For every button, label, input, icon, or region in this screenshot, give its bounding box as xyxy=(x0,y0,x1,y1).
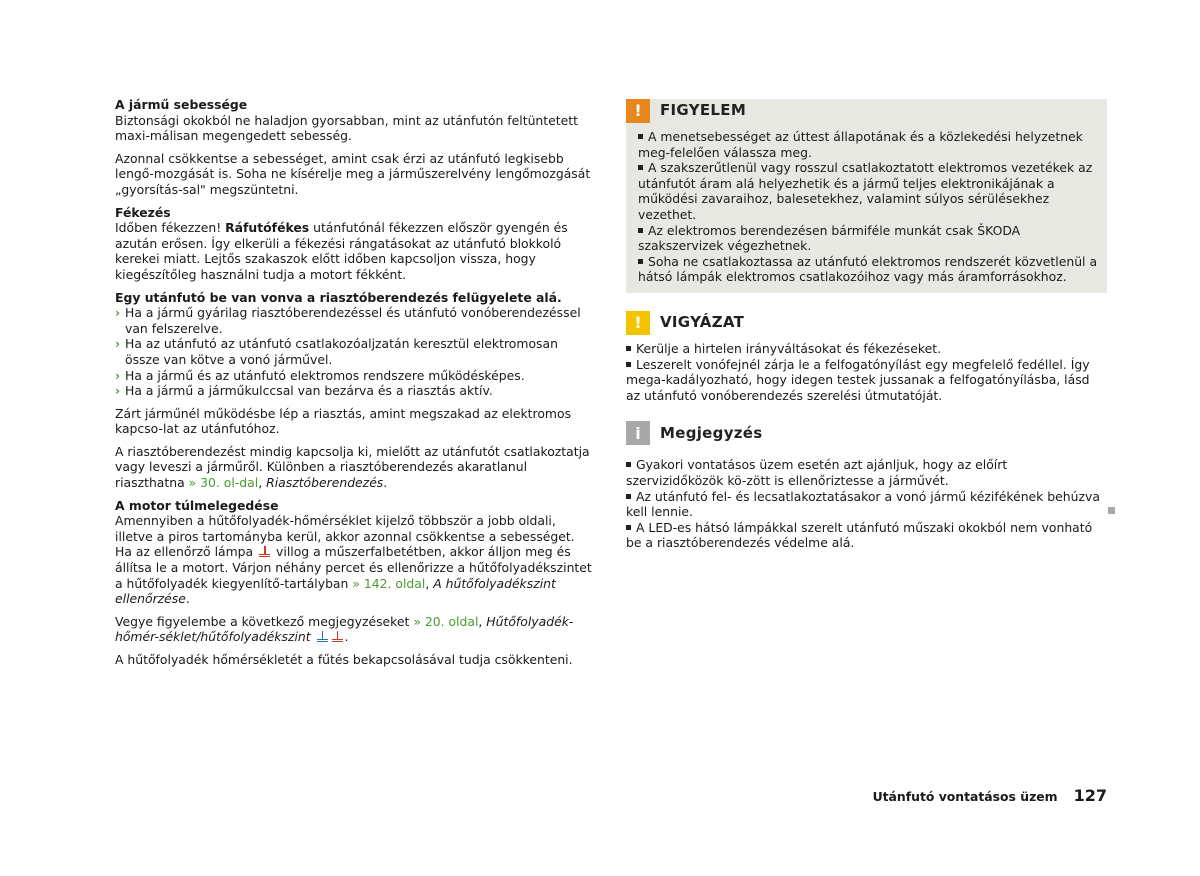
warning-header xyxy=(626,99,1099,123)
engine-p2-text: Vegye figyelembe a következő megjegyzéseket xyxy=(115,613,414,629)
warning-list xyxy=(638,129,1099,285)
period: . xyxy=(383,475,388,491)
engine-paragraph-3: A hűtőfolyadék hőmérsékletét a fűtés bekapcsolásával tudja csökkenteni. xyxy=(115,652,573,667)
note-box xyxy=(626,421,1107,551)
separator: , xyxy=(258,475,267,491)
alarm-paragraph-2 xyxy=(115,444,593,491)
list-item xyxy=(638,254,1099,285)
caution-list xyxy=(626,341,1107,403)
arrow-bullet-icon: › xyxy=(115,336,121,352)
engine-heading: A motor túlmelegedése xyxy=(115,497,279,513)
coolant-temperature-warning-icon xyxy=(259,546,270,557)
coolant-link-title: A hűtőfolyadékszint ellenőrzése xyxy=(115,575,556,607)
list-item xyxy=(115,383,593,399)
list-item-text: Gyakori vontatásos üzem esetén azt ajánljuk, hogy az előírt szervizidőközök kö-zött is ellenőriztesse a járművét. xyxy=(626,457,1008,488)
list-item-text: Ha a jármű és az utánfutó elektromos rendszere működésképes. xyxy=(125,367,525,383)
exclamation-icon: ! xyxy=(626,311,650,335)
brake-section xyxy=(115,205,593,283)
warning-title: FIGYELEM xyxy=(660,101,747,120)
square-bullet-icon xyxy=(638,165,643,170)
square-bullet-icon xyxy=(626,346,631,351)
alarm-link-title: Riasztóberendezés xyxy=(266,475,384,491)
square-bullet-icon xyxy=(626,494,631,499)
list-item-text: Az utánfutó fel- és lecsatlakoztatásakor a vonó jármű kézifékének behúzva kell lennie. xyxy=(626,488,1100,520)
list-item xyxy=(115,368,593,384)
arrow-bullet-icon: › xyxy=(115,305,121,321)
square-bullet-icon xyxy=(626,462,631,467)
period: . xyxy=(344,629,349,645)
list-item xyxy=(638,160,1099,222)
note-list xyxy=(626,457,1107,551)
caution-title: VIGYÁZAT xyxy=(660,313,745,332)
brake-text-bold: Ráfutófékes xyxy=(225,220,310,236)
arrow-bullet-icon: › xyxy=(115,383,121,399)
list-item-text: Ha a jármű gyárilag riasztóberendezéssel és utánfutó vonóberendezéssel van felszerelve. xyxy=(125,305,581,336)
coolant-temperature-warning-icon xyxy=(332,631,343,642)
list-item xyxy=(638,223,1099,254)
speed-paragraph-1: Biztonsági okokból ne haladjon gyorsabban, mint az utánfutón feltüntetett maxi-málisan megengedett sebesség. xyxy=(115,112,578,144)
square-bullet-icon xyxy=(626,525,631,530)
list-item-text: Az elektromos berendezésen bármiféle munkát csak ŠKODA szakszervizek végezhetnek. xyxy=(638,222,1021,254)
list-item xyxy=(626,341,1107,357)
engine-section xyxy=(115,498,593,607)
caution-box xyxy=(626,311,1107,403)
list-item-text: Soha ne csatlakoztassa az utánfutó elektromos rendszerét közvetlenül a hátsó lámpák elektromos csatlakozóihoz vagy más áramforrásokhoz. xyxy=(638,253,1098,285)
speed-paragraph-2: Azonnal csökkentse a sebességet, amint csak érzi az utánfutó legkisebb lengő-mozgását is. Soha ne kísérelje meg a járműszerelvény lengőmozgását „gyorsítás-sal" megszüntetni. xyxy=(115,150,591,197)
list-item xyxy=(638,129,1099,160)
page-link-30[interactable]: » 30. ol-dal xyxy=(188,475,259,491)
brake-text-b: utánfutónál fékezzen először gyengén és azután erősen. Így elkerüli a fékezési rángatásokat az utánfutó blokkoló kerekei miatt. Lejtős szakaszok előtt időben kapcsoljon vissza, hogy kiegészítőleg használni tudja a motort fékként. xyxy=(115,220,568,282)
page-link-20[interactable]: » 20. oldal xyxy=(413,613,479,629)
section-title: Utánfutó vontatásos üzem xyxy=(872,789,1058,804)
list-item xyxy=(626,489,1107,520)
alarm-p2-text: A riasztóberendezést mindig kapcsolja ki, mielőtt az utánfutót csatlakoztatja vagy leveszi a járműről. Különben a riasztóberendezés akaratlanul riaszthatna xyxy=(115,443,590,491)
list-item xyxy=(115,305,593,336)
exclamation-icon: ! xyxy=(626,99,650,123)
page-footer xyxy=(873,786,1107,805)
arrow-bullet-icon: › xyxy=(115,367,121,383)
engine-paragraph-2 xyxy=(115,614,593,645)
warning-box xyxy=(626,99,1107,293)
alarm-conditions-list xyxy=(115,305,593,399)
list-item xyxy=(626,520,1107,551)
list-item-text: A LED-es hátsó lámpákkal szerelt utánfutó műszaki okokból nem vonható be a riasztóberendezés védelme alá. xyxy=(626,519,1093,551)
alarm-paragraph-1: Zárt járműnél működésbe lép a riasztás, amint megszakad az elektromos kapcso-lat az utánfutóhoz. xyxy=(115,405,572,437)
list-item-text: Leszerelt vonófejnél zárja le a felfogatónyílást egy megfelelő fedéllel. Így mega-kadályozható, hogy idegen testek jussanak a felfogatónyílásba, lásd az utánfutó vonóberendezés szerelési útmutatóját. xyxy=(626,356,1090,403)
list-item xyxy=(115,336,593,367)
page-number: 127 xyxy=(1073,786,1107,805)
list-item-text: A szakszerűtlenül vagy rosszul csatlakoztatott elektromos vezetékek az utánfutót áram alá helyezhetik és a jármű teljes elektronikájának a működési zavaraihoz, balesetekhez, valamint súlyos sérülésekhez vezethet. xyxy=(638,160,1093,222)
info-icon: i xyxy=(626,421,650,445)
engine-p1-text-a: Amennyiben a hűtőfolyadék-hőmérséklet kijelző többször a jobb oldali, illetve a piros tartományba kerül, akkor azonnal csökkentse a sebességet. Ha az ellenőrző lámpa xyxy=(115,513,575,560)
engine-p1-text-b: villog a műszerfalbetétben, akkor álljon meg és állítsa le a motort. Várjon néhány percet és ellenőrizze a hűtőfolyadékszintet a hűtőfolyadék kiegyenlítő-tartályban xyxy=(115,544,592,591)
left-column xyxy=(115,97,593,675)
speed-heading: A jármű sebessége xyxy=(115,97,248,112)
coolant-gauge-link-title: Hűtőfolyadék-hőmér-séklet/hűtőfolyadékszint xyxy=(115,613,574,645)
section-end-icon xyxy=(1108,507,1115,514)
list-item-text: Ha az utánfutó az utánfutó csatlakozóaljzatán keresztül elektromosan össze van kötve a vonó járművel. xyxy=(125,336,558,367)
square-bullet-icon xyxy=(638,228,643,233)
period: . xyxy=(185,591,190,607)
list-item-text: Kerülje a hirtelen irányváltásokat és fékezéseket. xyxy=(636,340,942,356)
alarm-heading: Egy utánfutó be van vonva a riasztóberendezés felügyelete alá. xyxy=(115,289,562,305)
coolant-temperature-cold-icon xyxy=(317,631,328,642)
brake-text-a: Időben fékezzen! xyxy=(115,220,226,236)
right-column xyxy=(626,99,1107,565)
note-title: Megjegyzés xyxy=(660,423,763,442)
list-item xyxy=(626,357,1107,404)
caution-header xyxy=(626,311,1107,335)
square-bullet-icon xyxy=(638,259,643,264)
separator: , xyxy=(478,613,487,629)
alarm-section xyxy=(115,290,593,399)
note-header xyxy=(626,421,1107,445)
square-bullet-icon xyxy=(626,362,631,367)
brake-heading: Fékezés xyxy=(115,204,171,220)
list-item xyxy=(626,457,1107,488)
list-item-text: A menetsebességet az úttest állapotának és a közlekedési helyzetnek meg-felelően válassza meg. xyxy=(638,129,1083,160)
separator: , xyxy=(425,575,434,591)
square-bullet-icon xyxy=(638,134,643,139)
speed-section xyxy=(115,97,593,144)
list-item-text: Ha a jármű a járműkulccsal van bezárva és a riasztás aktív. xyxy=(125,383,493,399)
page-link-142[interactable]: » 142. oldal xyxy=(352,575,426,591)
